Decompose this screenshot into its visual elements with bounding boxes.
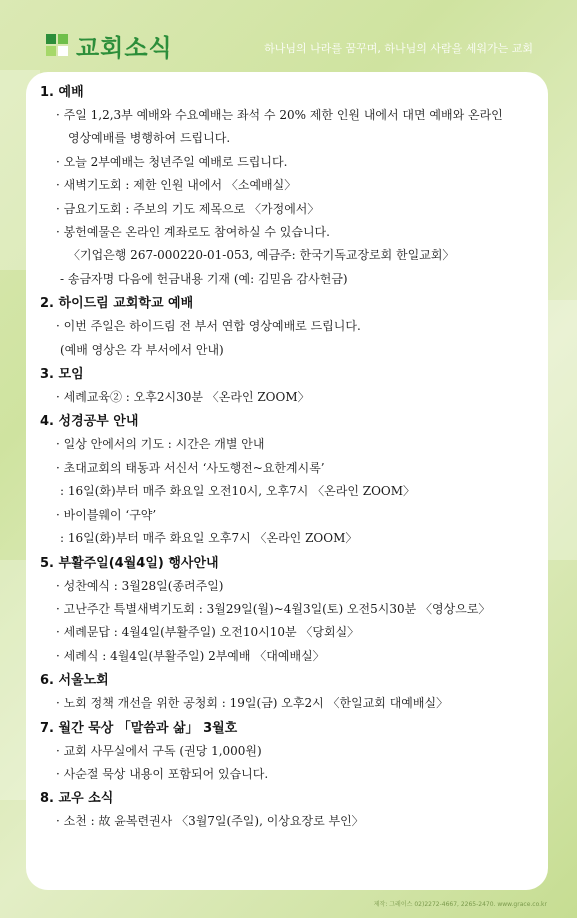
section-title: 4. 성경공부 안내 bbox=[40, 414, 139, 430]
continuation-text: : 16일(화)부터 매주 화요일 오전10시, 오후7시 〈온라인 ZOOM〉 bbox=[60, 484, 416, 499]
section-title: 6. 서울노회 bbox=[40, 673, 109, 689]
bullet-item: · 세례식 : 4월4일(부활주일) 2부예배 〈대예배실〉 bbox=[56, 648, 325, 663]
bullet-item: · 이번 주일은 하이드림 전 부서 연합 영상예배로 드립니다. bbox=[56, 319, 361, 334]
news-section bbox=[40, 411, 540, 550]
section-title: 3. 모임 bbox=[40, 367, 84, 383]
header bbox=[0, 0, 577, 70]
continuation-text: (예배 영상은 각 부서에서 안내) bbox=[60, 342, 224, 357]
page-title: 교회소식 bbox=[76, 34, 173, 62]
slogan: 하나님의 나라를 꿈꾸며, 하나님의 사람을 세워가는 교회 bbox=[264, 42, 533, 55]
news-content bbox=[40, 80, 540, 834]
logo-squares-icon bbox=[46, 34, 68, 56]
bullet-item: · 고난주간 특별새벽기도회 : 3월29일(월)~4월3일(토) 오전5시30분 〈영상으로〉 bbox=[56, 601, 491, 616]
bullet-item: · 세례문답 : 4월4일(부활주일) 오전10시10분 〈당회실〉 bbox=[56, 625, 360, 640]
news-section bbox=[40, 788, 540, 833]
section-title: 7. 월간 묵상 「말씀과 삶」 3월호 bbox=[40, 720, 238, 736]
news-section bbox=[40, 293, 540, 362]
news-section bbox=[40, 82, 540, 291]
footer-credit: 제작: 그레이스 02)2272-4667, 2265-2470. www.grace.co.kr bbox=[373, 901, 547, 908]
section-title: 8. 교우 소식 bbox=[40, 791, 114, 807]
bullet-item: · 주일 1,2,3부 예배와 수요예배는 좌석 수 20% 제한 인원 내에서 대면 예배와 온라인 bbox=[56, 108, 503, 122]
bullet-item: · 사순절 묵상 내용이 포함되어 있습니다. bbox=[56, 766, 269, 781]
continuation-text: 〈기업은행 267-000220-01-053, 예금주: 한국기독교장로회 한일교회〉 bbox=[68, 248, 455, 263]
news-card bbox=[26, 72, 548, 890]
continuation-text: - 송금자명 다음에 헌금내용 기재 (예: 김믿음 감사헌금) bbox=[60, 271, 348, 286]
bullet-item: · 소천 : 故 윤복련권사 〈3월7일(주일), 이상요장로 부인〉 bbox=[56, 814, 364, 829]
bullet-item: · 봉헌예물은 온라인 계좌로도 참여하실 수 있습니다. bbox=[56, 225, 330, 240]
bullet-item: · 세례교육② : 오후2시30분 〈온라인 ZOOM〉 bbox=[56, 390, 310, 405]
bullet-item: · 오늘 2부예배는 청년주일 예배로 드립니다. bbox=[56, 154, 288, 169]
bullet-item: · 교회 사무실에서 구독 (권당 1,000원) bbox=[56, 743, 262, 758]
continuation-text: 영상예배를 병행하여 드립니다. bbox=[68, 131, 231, 146]
news-section bbox=[40, 670, 540, 715]
news-section bbox=[40, 364, 540, 409]
news-section bbox=[40, 553, 540, 669]
section-title: 1. 예배 bbox=[40, 85, 84, 100]
bullet-item: · 새벽기도회 : 제한 인원 내에서 〈소예배실〉 bbox=[56, 178, 297, 193]
section-title: 2. 하이드림 교회학교 예배 bbox=[40, 296, 194, 312]
bullet-item: · 초대교회의 태동과 서신서 ‘사도행전~요한계시록’ bbox=[56, 460, 325, 475]
bullet-item: · 일상 안에서의 기도 : 시간은 개별 안내 bbox=[56, 437, 265, 452]
continuation-text: : 16일(화)부터 매주 화요일 오후7시 〈온라인 ZOOM〉 bbox=[60, 531, 358, 546]
section-title: 5. 부활주일(4월4일) 행사안내 bbox=[40, 555, 219, 571]
bullet-item: · 노회 정책 개선을 위한 공청회 : 19일(금) 오후2시 〈한일교회 대예배실〉 bbox=[56, 696, 449, 711]
bullet-item: · 금요기도회 : 주보의 기도 제목으로 〈가정에서〉 bbox=[56, 201, 320, 216]
bullet-item: · 성찬예식 : 3월28일(종려주일) bbox=[56, 578, 224, 593]
news-section bbox=[40, 718, 540, 787]
bullet-item: · 바이블웨이 ‘구약’ bbox=[56, 507, 157, 522]
